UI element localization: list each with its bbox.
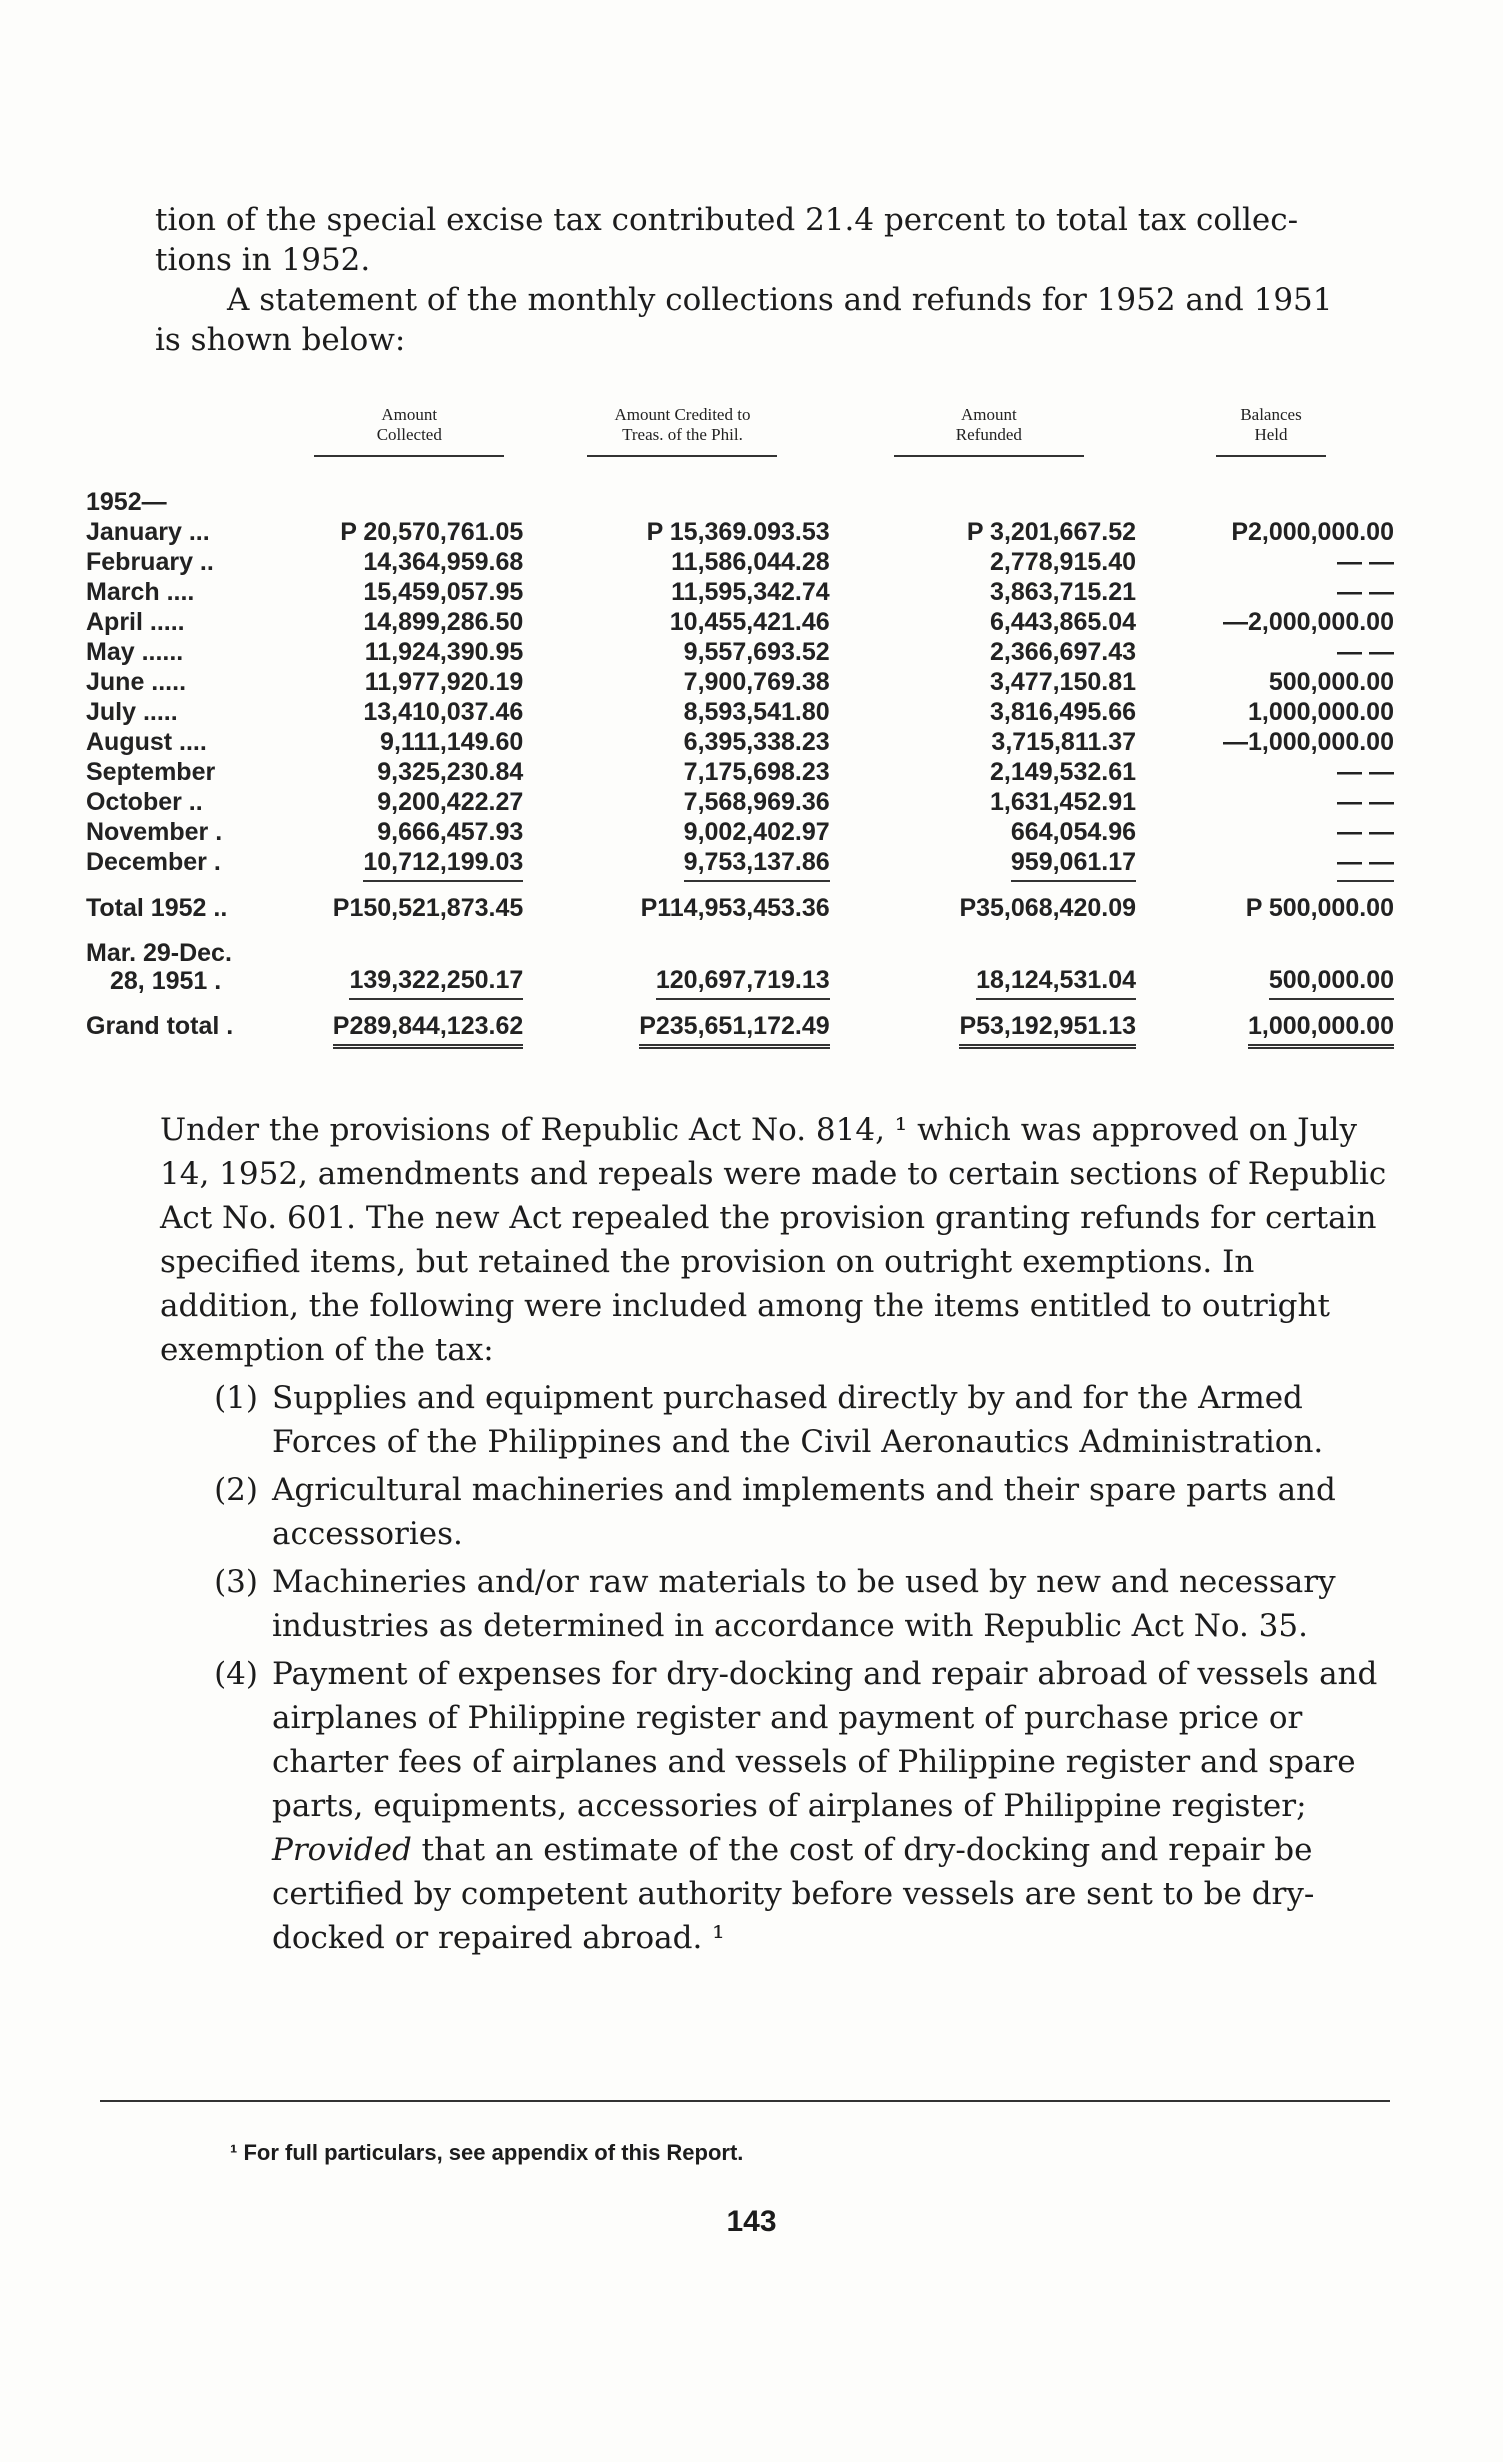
table-row: August .... 9,111,149.60 6,395,338.23 3,715,811.37 —1,000,000.00 — [86, 728, 1394, 756]
intro-line-4: is shown below: — [155, 322, 406, 358]
footnote-divider — [100, 2100, 1390, 2102]
grand-total-row: Grand total . P289,844,123.62 P235,651,172.49 P53,192,951.13 1,000,000.00 — [80, 995, 1400, 1057]
list-item: (4) Payment of expenses for dry-docking and repair abroad of vessels and airplanes of Philippine register and payment of purchase price or charter fees of airplanes and vessels of Philippine register and spare parts, equipments, accessories of airplanes of Philippine register; Provided that an estimate of the cost of dry-docking and repair be certified by competent authority before vessels are sent to be dry-docked or repaired abroad. ¹ — [214, 1656, 1378, 1956]
body-text — [160, 1108, 1400, 1960]
intro-line-2: tions in 1952. — [155, 242, 371, 278]
list-item: (1) Supplies and equipment purchased directly by and for the Armed Forces of the Philippines and the Civil Aeronautics Administration. — [214, 1380, 1324, 1460]
total-1952-row: Total 1952 .. P150,521,873.45 P114,953,453.36 P35,068,420.09 P 500,000.00 — [86, 894, 1394, 922]
intro-line-3: A statement of the monthly collections and refunds for 1952 and 1951 — [227, 282, 1333, 318]
table-row: February .. 14,364,959.68 11,586,044.28 2,778,915.40 — — — [86, 548, 1394, 576]
header-balances-held: Balances Held — [1142, 405, 1400, 475]
header-amount-collected: Amount Collected — [289, 405, 529, 475]
list-item: (3) Machineries and/or raw materials to be used by new and necessary industries as determined in accordance with Republic Act No. 35. — [214, 1564, 1336, 1644]
intro-line-1: tion of the special excise tax contributed 21.4 percent to total tax collec- — [155, 202, 1299, 238]
header-amount-credited: Amount Credited to Treas. of the Phil. — [529, 405, 835, 475]
footnote: ¹ For full particulars, see appendix of this Report. — [230, 2140, 744, 2165]
table-row: October .. 9,200,422.27 7,568,969.36 1,631,452.91 — — — [86, 788, 1394, 816]
page-number: 143 — [726, 2205, 777, 2238]
table-row: June ..... 11,977,920.19 7,900,769.38 3,477,150.81 500,000.00 — [86, 668, 1394, 696]
table-row: November . 9,666,457.93 9,002,402.97 664,054.96 — — — [86, 818, 1394, 846]
table-row: March .... 15,459,057.95 11,595,342.74 3,863,715.21 — — — [86, 578, 1394, 606]
year-row: 1952— — [86, 488, 167, 516]
table-row: January ... P 20,570,761.05 P 15,369.093.53 P 3,201,667.52 P2,000,000.00 — [86, 518, 1394, 546]
table-row: July ..... 13,410,037.46 8,593,541.80 3,816,495.66 1,000,000.00 — [86, 698, 1394, 726]
intro-text — [155, 200, 1395, 360]
body-paragraph: Under the provisions of Republic Act No. 814, ¹ which was approved on July 14, 1952, amendments and repeals were made to certain sections of Republic Act No. 601. The new Act repealed the provision granting refunds for certain specified items, but retained the provision on outright exemptions. In addition, the following were included among the items entitled to outright exemption of the tax: — [160, 1112, 1387, 1368]
table-row: April ..... 14,899,286.50 10,455,421.46 6,443,865.04 —2,000,000.00 — [86, 608, 1394, 636]
table-row: December . 10,712,199.03 9,753,137.86 959,061.17 — — — [80, 847, 1400, 877]
list-item: (2) Agricultural machineries and implements and their spare parts and accessories. — [214, 1472, 1336, 1552]
table-row: May ...... 11,924,390.95 9,557,693.52 2,366,697.43 — — — [86, 638, 1394, 666]
collections-table — [80, 405, 1400, 1057]
table-header-row — [80, 405, 1400, 475]
total-1951-row: Mar. 29-Dec. 28, 1951 . 139,322,250.17 120,697,719.13 18,124,531.04 500,000.00 — [80, 939, 1400, 995]
header-amount-refunded: Amount Refunded — [836, 405, 1142, 475]
table-row: September 9,325,230.84 7,175,698.23 2,149,532.61 — — — [86, 758, 1394, 786]
